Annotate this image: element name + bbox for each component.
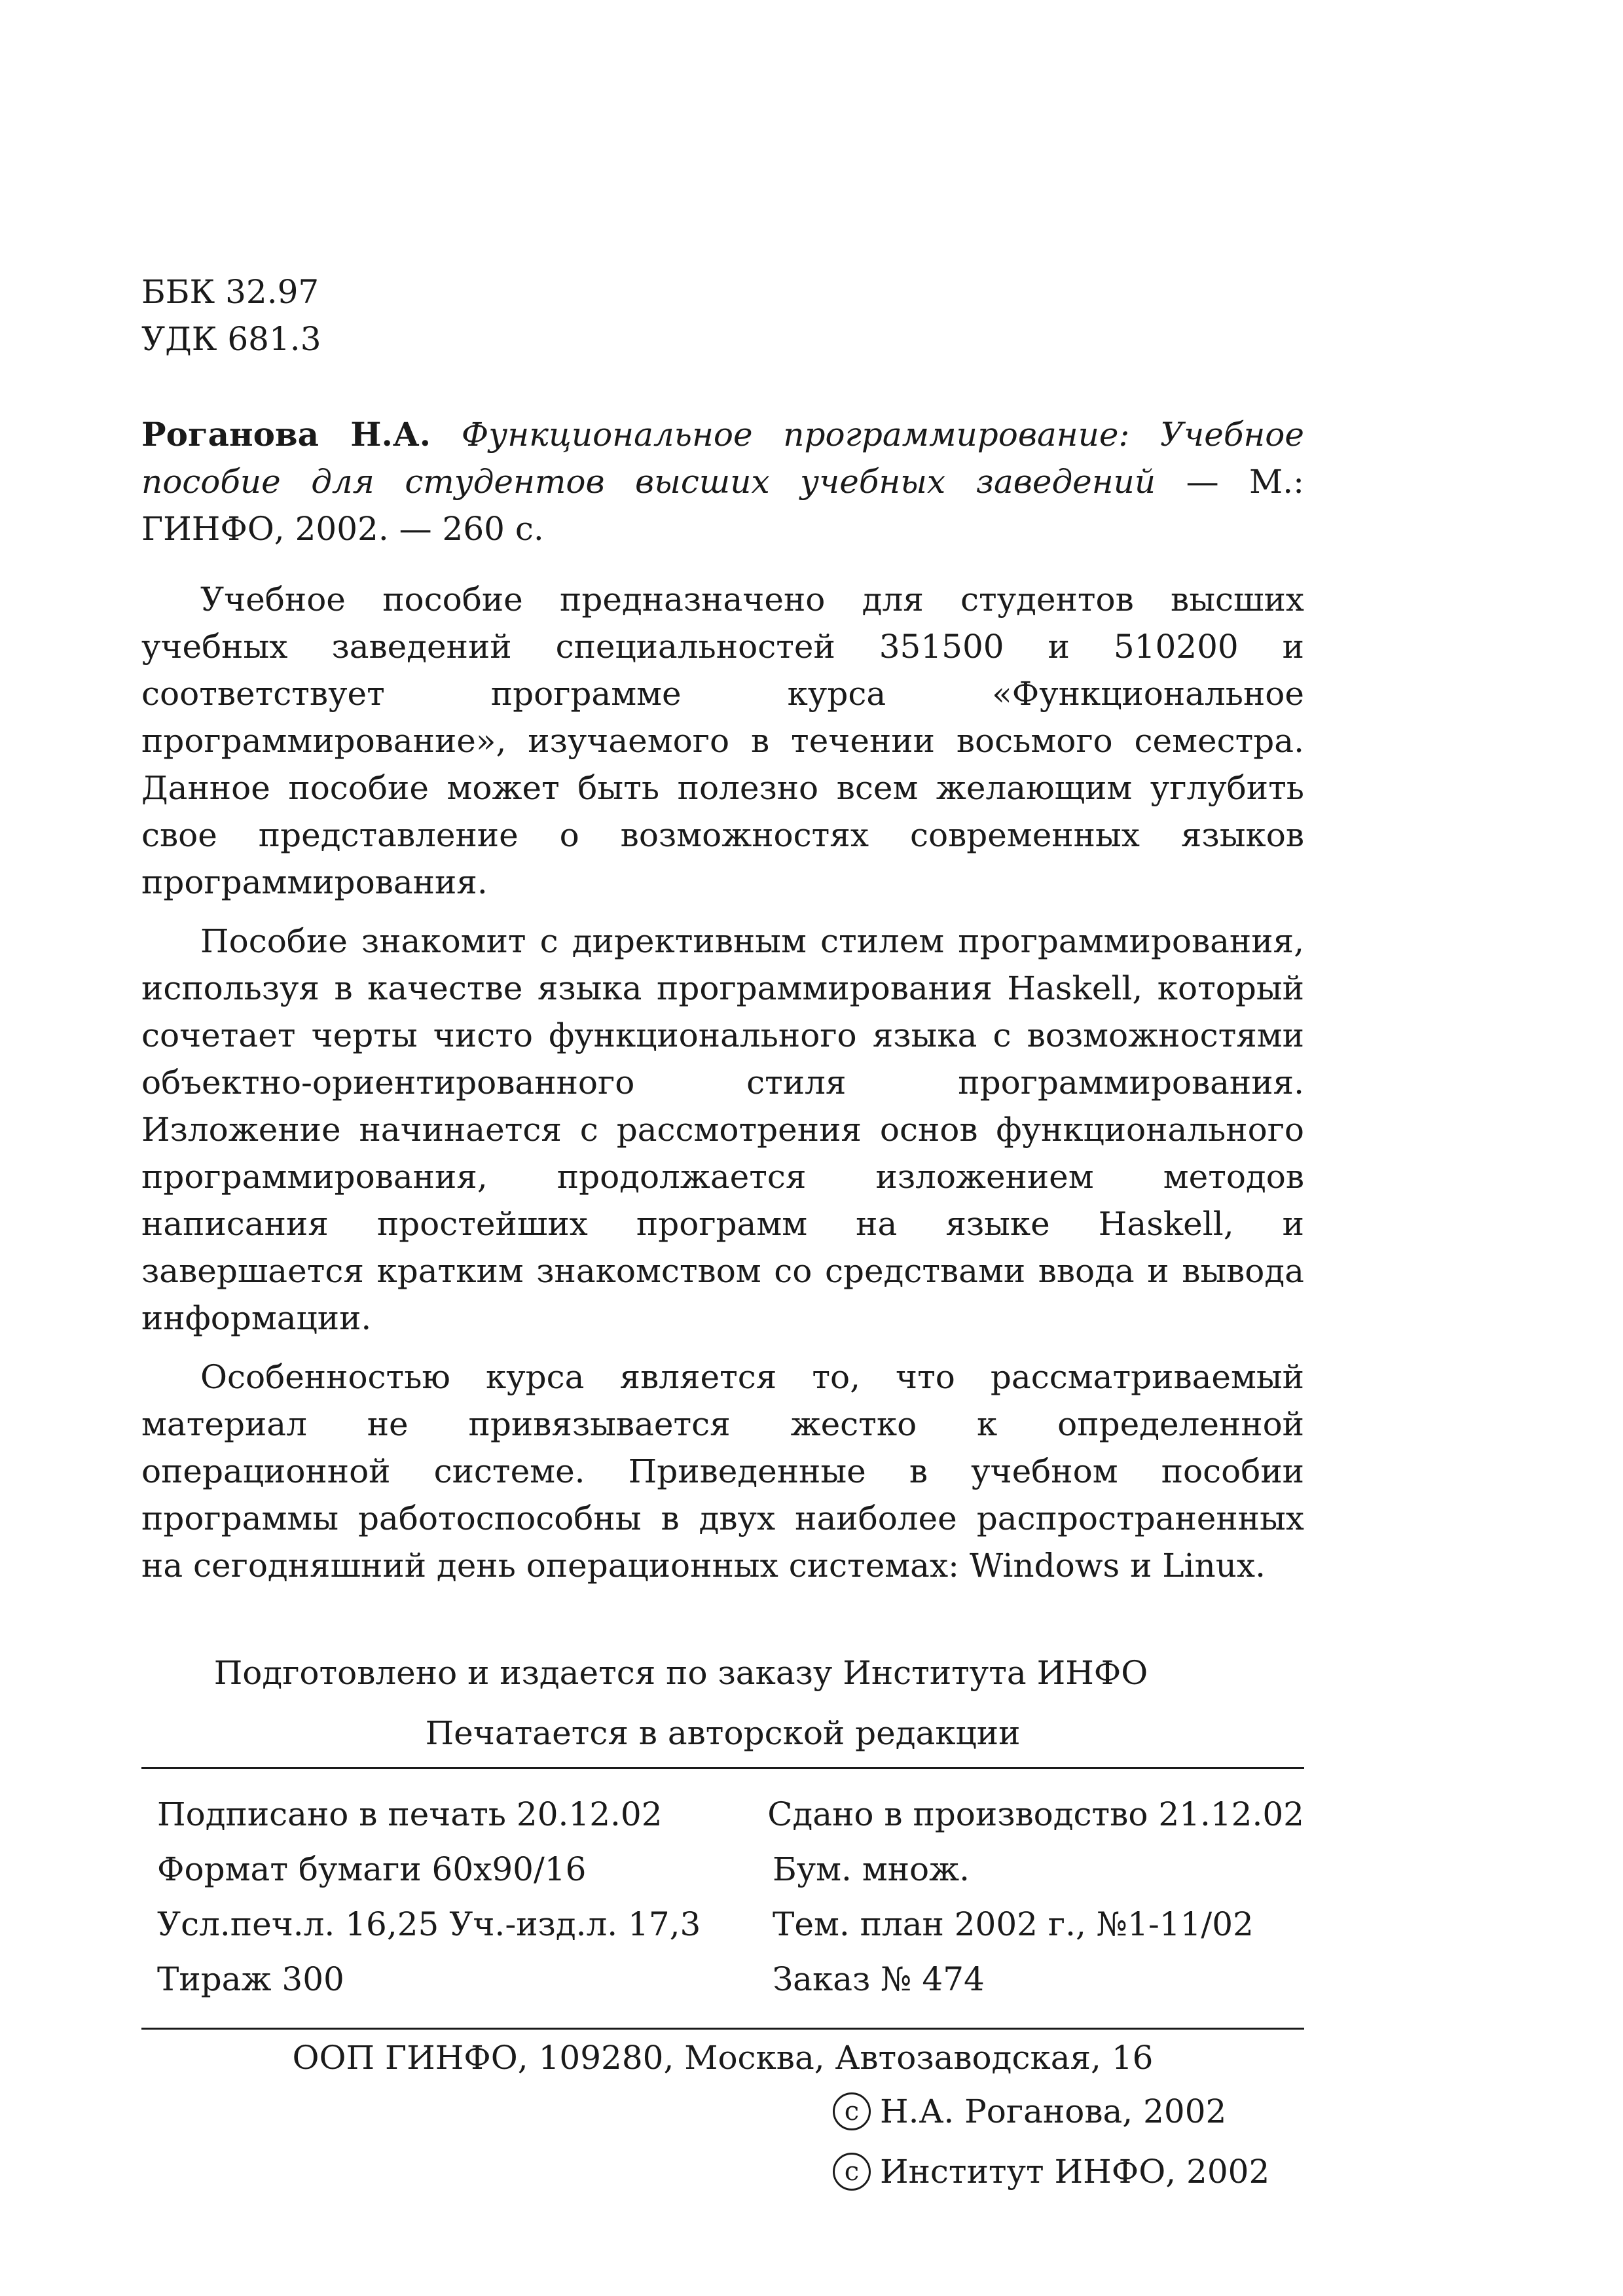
print-detail-left: Усл.печ.л. 16,25 Уч.-изд.л. 17,3 bbox=[157, 1905, 701, 1943]
copyright-icon: c bbox=[833, 2153, 871, 2191]
print-detail-right: Тем. план 2002 г., №1-11/02 bbox=[773, 1905, 1254, 1943]
print-detail-row bbox=[157, 1952, 1304, 2007]
print-detail-left: Формат бумаги 60x90/16 bbox=[157, 1850, 587, 1888]
divider-bottom bbox=[141, 2028, 1304, 2030]
copyright-icon: c bbox=[833, 2092, 871, 2130]
divider-top bbox=[141, 1767, 1304, 1769]
publisher-address: ООП ГИНФО, 109280, Москва, Автозаводская, 16 bbox=[292, 2039, 1154, 2077]
abstract bbox=[141, 576, 1304, 1601]
print-detail-row bbox=[157, 1787, 1304, 1842]
print-detail-left: Тираж 300 bbox=[157, 1960, 344, 1998]
abstract-paragraph: Особенностью курса является то, что рассматриваемый материал не привязывается жестко к определенной операционной системе. Приведенные в учебном пособии программы работоспособны в двух наиболее распространенных на сегодняшний день операционных системах: Windows и Linux. bbox=[141, 1358, 1304, 1585]
author-name: Роганова Н.А. bbox=[141, 415, 431, 454]
bbk-code: ББК 32.97 bbox=[141, 273, 319, 311]
author-edition-line: Печатается в авторской редакции bbox=[425, 1714, 1021, 1752]
print-detail-left: Подписано в печать 20.12.02 bbox=[157, 1795, 663, 1833]
classification-codes bbox=[141, 268, 321, 363]
bibliographic-record bbox=[141, 411, 1304, 552]
print-detail-right: Сдано в производство 21.12.02 bbox=[767, 1795, 1304, 1833]
print-detail-row bbox=[157, 1842, 1304, 1897]
publisher-info: — М.: ГИНФО, 2002. — 260 с. bbox=[141, 463, 1304, 548]
copyright-line bbox=[833, 2148, 1269, 2195]
print-detail-right: Заказ № 474 bbox=[773, 1960, 985, 1998]
prepared-by-line: Подготовлено и издается по заказу Института ИНФО bbox=[213, 1654, 1148, 1692]
udk-code: УДК 681.3 bbox=[141, 320, 321, 358]
copyright-holder: Н.А. Роганова, 2002 bbox=[880, 2092, 1227, 2130]
book-title: Функциональное программирование: Учебное пособие для студентов высших учебных заведений bbox=[141, 416, 1304, 501]
print-detail-right: Бум. множ. bbox=[773, 1850, 970, 1888]
print-detail-row bbox=[157, 1897, 1304, 1952]
abstract-paragraph: Учебное пособие предназначено для студентов высших учебных заведений специальностей 351500 и 510200 и соответствует программе курса «Функциональное программирование», изучаемого в течении восьмого семестра. Данное пособие может быть полезно всем желающим углубить свое представление о возможностях современных языков программирования. bbox=[141, 581, 1304, 901]
print-details bbox=[157, 1787, 1304, 2007]
copyright-holder: Институт ИНФО, 2002 bbox=[880, 2153, 1270, 2191]
copyright-line bbox=[833, 2088, 1226, 2135]
abstract-paragraph: Пособие знакомит с директивным стилем программирования, используя в качестве языка программирования Haskell, который сочетает черты чисто функционального языка с возможностями объектно-ориентированного стиля программирования. Изложение начинается с рассмотрения основ функционального программирования, продолжается изложением методов написания простейших программ на языке Haskell, и завершается кратким знакомством со средствами ввода и вывода информации. bbox=[141, 922, 1304, 1337]
